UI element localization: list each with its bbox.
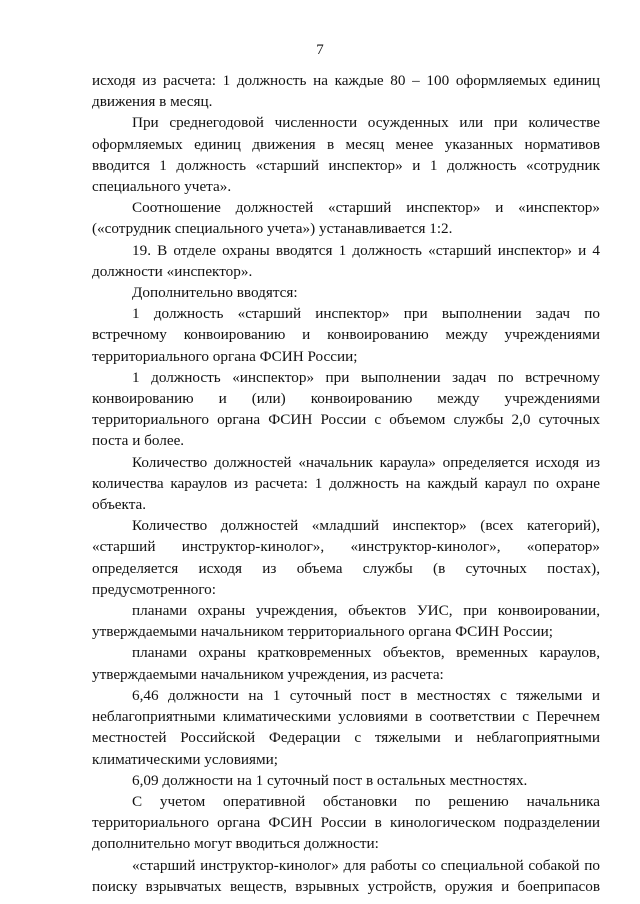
paragraph: 6,09 должности на 1 суточный пост в остальных местностях. xyxy=(132,771,528,789)
paragraph: Дополнительно вводятся: xyxy=(132,284,298,302)
page-number: 7 xyxy=(316,42,324,58)
paragraph: Количество должностей «младший инспектор» (всех категорий), «старший инструктор-кинолог», «инструктор-кинолог», «оператор» определяется исходя из объема службы (в суточных постах), предусмотренного: xyxy=(92,517,600,598)
paragraph: Соотношение должностей «старший инспектор» и «инспектор» («сотрудник специального учета») устанавливается 1:2. xyxy=(92,199,600,238)
paragraph: планами охраны учреждения, объектов УИС, при конвоировании, утверждаемыми начальником территориального органа ФСИН России; xyxy=(92,602,600,641)
paragraph: «старший инструктор-кинолог» для работы со специальной собакой по поиску взрывчатых веществ, взрывных устройств, оружия и боеприпасов xyxy=(92,856,600,895)
paragraph: планами охраны кратковременных объектов, временных караулов, утверждаемыми начальником учреждения, из расчета: xyxy=(92,644,600,683)
paragraph: При среднегодовой численности осужденных или при количестве оформляемых единиц движения в месяц менее указанных нормативов вводится 1 должность «старший инспектор» и 1 должность «сотрудник специального учета». xyxy=(92,114,600,196)
paragraph: С учетом оперативной обстановки по решению начальника территориального органа ФСИН России в кинологическом подразделении дополнительно могут вводиться должности: xyxy=(92,792,600,853)
paragraph: 1 должность «инспектор» при выполнении задач по встречному конвоированию и (или) конвоированию между учреждениями территориального органа ФСИН России с объемом службы 2,0 суточных поста и более. xyxy=(92,368,600,450)
paragraph: 1 должность «старший инспектор» при выполнении задач по встречному конвоированию и конвоированию между учреждениями территориального органа ФСИН России; xyxy=(92,305,600,365)
paragraph: исходя из расчета: 1 должность на каждые 80 – 100 оформляемых единиц движения в месяц. xyxy=(92,72,600,111)
paragraph: 6,46 должности на 1 суточный пост в местностях с тяжелыми и неблагоприятными климатическими условиями в соответствии с Перечнем местностей Российской Федерации с тяжелыми и неблагоприятными климатическими условиями; xyxy=(92,686,600,768)
document-body xyxy=(92,70,600,897)
paragraph: Количество должностей «начальник караула» определяется исходя из количества караулов из расчета: 1 должность на каждый караул по охране объекта. xyxy=(92,453,600,514)
paragraph: 19. В отделе охраны вводятся 1 должность «старший инспектор» и 4 должности «инспектор». xyxy=(92,241,600,280)
